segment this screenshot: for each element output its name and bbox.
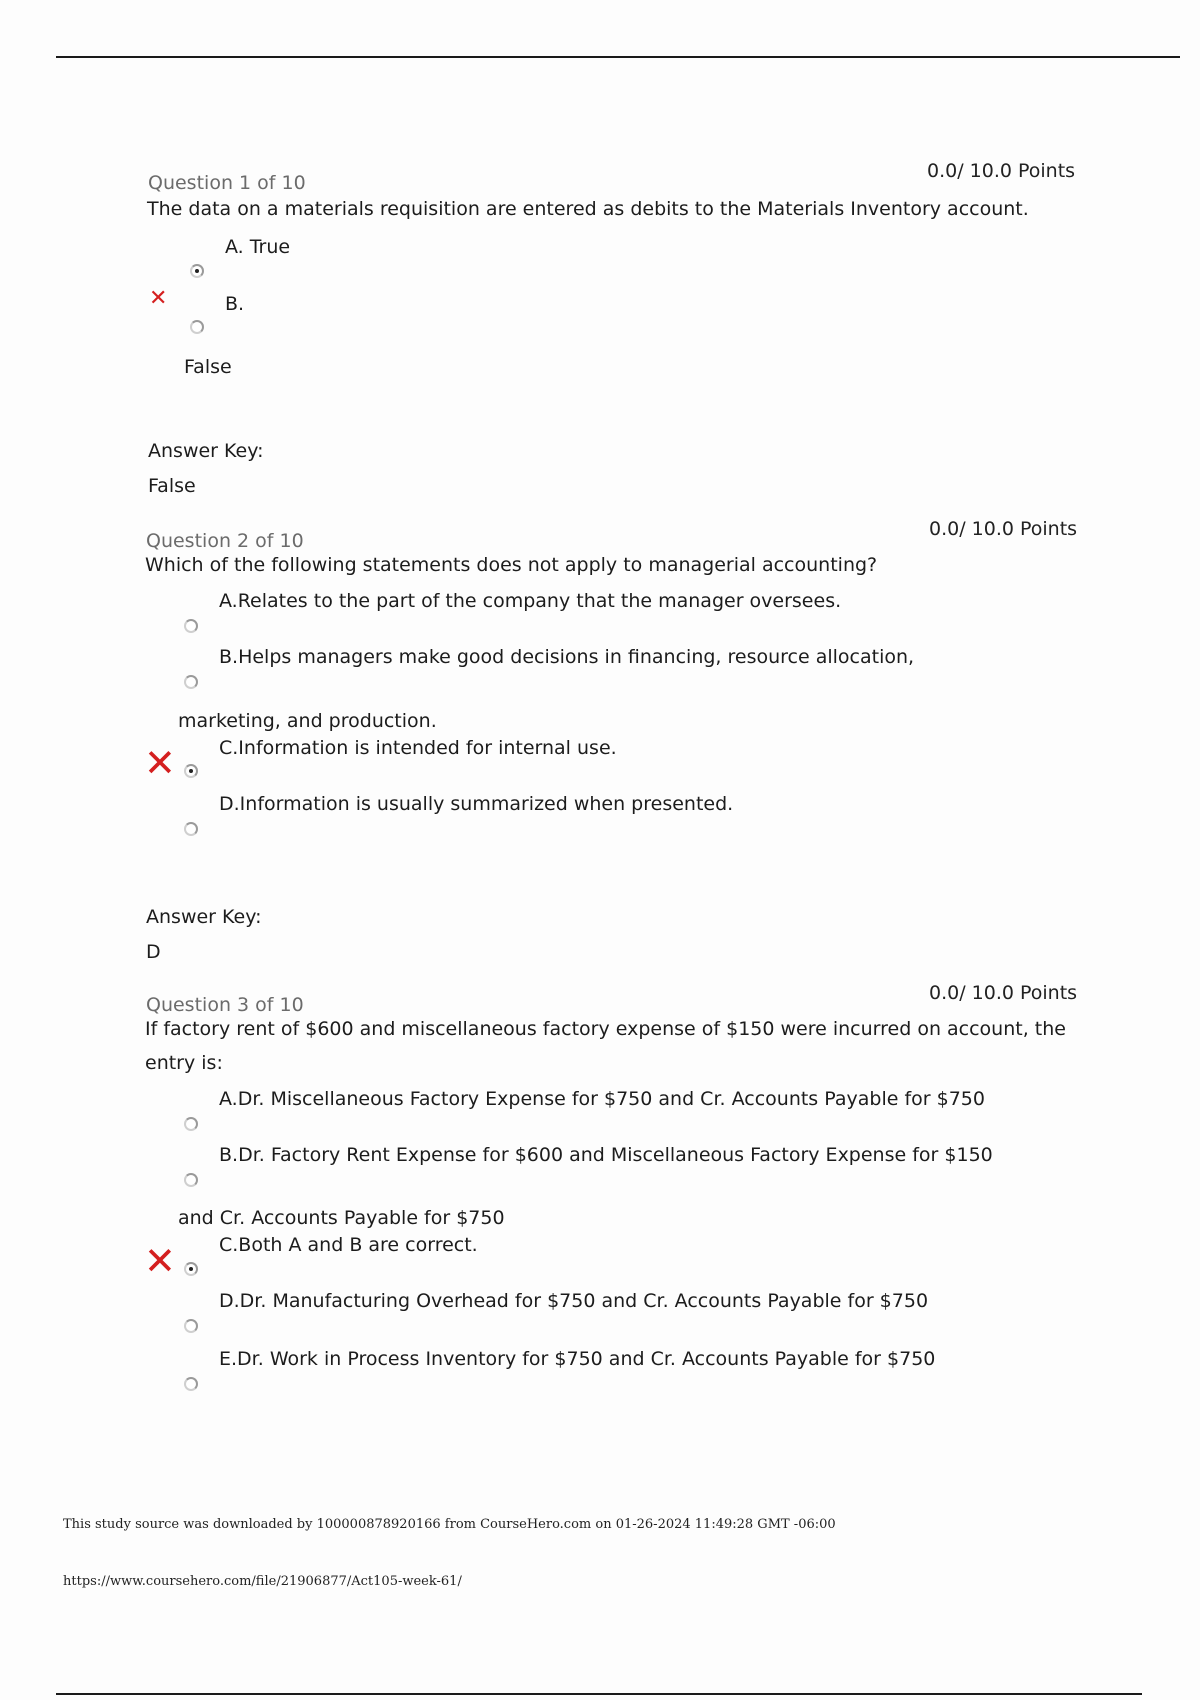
option-a-radio[interactable] xyxy=(184,1117,198,1131)
question-points: 0.0/ 10.0 Points xyxy=(929,518,1078,540)
top-rule xyxy=(56,56,1180,58)
option-a-label: A.Relates to the part of the company that the manager oversees. xyxy=(219,590,842,612)
option-a-radio[interactable] xyxy=(184,619,198,633)
question-header: Question 1 of 10 xyxy=(148,172,306,194)
x-mark-icon: ✕ xyxy=(144,1239,176,1283)
option-b-label: B.Dr. Factory Rent Expense for $600 and Miscellaneous Factory Expense for $150 xyxy=(219,1144,993,1166)
option-b-continuation: and Cr. Accounts Payable for $750 xyxy=(178,1207,505,1229)
question-points: 0.0/ 10.0 Points xyxy=(929,982,1078,1004)
option-d-label: D.Information is usually summarized when presented. xyxy=(219,793,734,815)
question-text: The data on a materials requisition are entered as debits to the Materials Inventory account. xyxy=(147,198,1029,220)
answer-key-label: Answer Key: xyxy=(146,906,262,928)
option-e-radio[interactable] xyxy=(184,1377,198,1391)
bottom-rule xyxy=(56,1693,1142,1695)
option-b-radio[interactable] xyxy=(184,675,198,689)
option-b-label: B.Helps managers make good decisions in financing, resource allocation, xyxy=(219,646,915,668)
question-points: 0.0/ 10.0 Points xyxy=(927,160,1076,182)
source-url[interactable]: https://www.coursehero.com/file/21906877/Act105-week-61/ xyxy=(63,1574,462,1589)
question-header: Question 2 of 10 xyxy=(146,530,304,552)
option-c-radio[interactable] xyxy=(184,764,198,778)
x-mark-icon: ✕ xyxy=(149,286,168,311)
option-c-radio[interactable] xyxy=(184,1262,198,1276)
option-b-radio[interactable] xyxy=(184,1173,198,1187)
answer-key-label: Answer Key: xyxy=(148,440,264,462)
option-b-text: False xyxy=(184,356,232,378)
option-a-label: A.Dr. Miscellaneous Factory Expense for $750 and Cr. Accounts Payable for $750 xyxy=(219,1088,985,1110)
option-a-label: A. True xyxy=(225,236,291,258)
download-note: This study source was downloaded by 100000878920166 from CourseHero.com on 01-26-2024 11:49:28 GMT -06:00 xyxy=(63,1517,836,1532)
option-b-continuation: marketing, and production. xyxy=(178,710,437,732)
option-b-label: B. xyxy=(225,293,245,315)
question-text: Which of the following statements does not apply to managerial accounting? xyxy=(145,554,878,576)
option-e-label: E.Dr. Work in Process Inventory for $750 and Cr. Accounts Payable for $750 xyxy=(219,1348,936,1370)
option-c-label: C.Both A and B are correct. xyxy=(219,1234,478,1256)
x-mark-icon: ✕ xyxy=(144,741,176,785)
option-d-radio[interactable] xyxy=(184,1319,198,1333)
answer-key-value: D xyxy=(146,941,161,963)
answer-key-value: False xyxy=(148,475,196,497)
option-a-radio[interactable] xyxy=(190,264,204,278)
question-header: Question 3 of 10 xyxy=(146,994,304,1016)
option-c-label: C.Information is intended for internal use. xyxy=(219,737,617,759)
option-d-label: D.Dr. Manufacturing Overhead for $750 and Cr. Accounts Payable for $750 xyxy=(219,1290,929,1312)
option-d-radio[interactable] xyxy=(184,822,198,836)
option-b-radio[interactable] xyxy=(190,320,204,334)
question-text: If factory rent of $600 and miscellaneous factory expense of $150 were incurred on account, the entry is: xyxy=(145,1018,1066,1074)
